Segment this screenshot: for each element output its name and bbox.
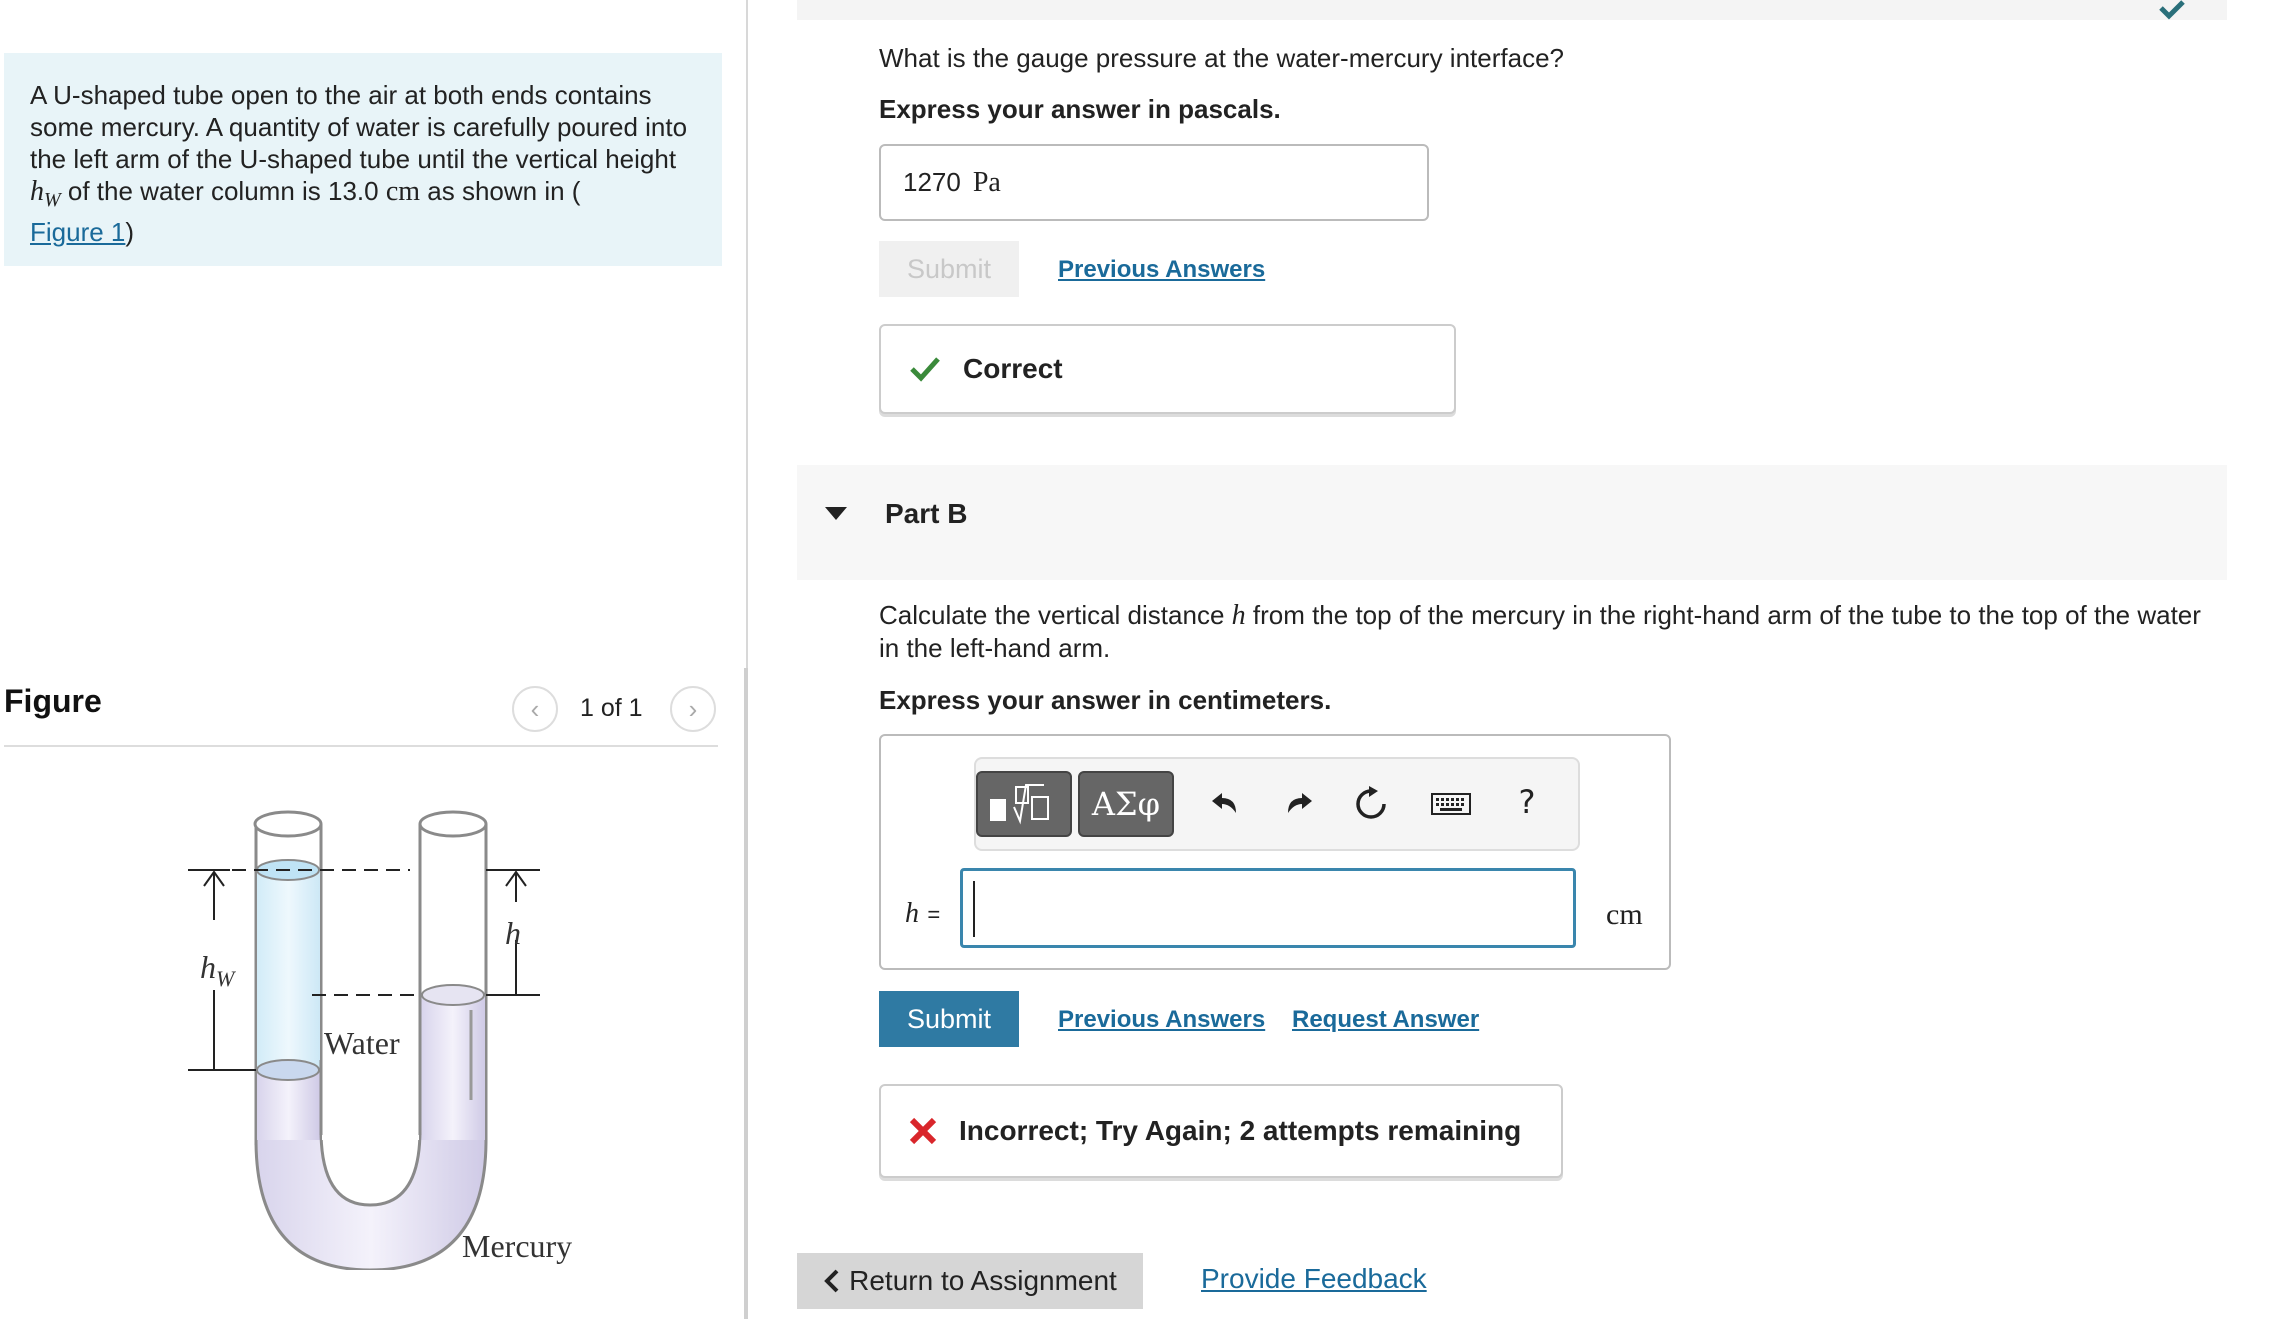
- problem-text-4: ): [125, 217, 135, 248]
- request-answer-link[interactable]: Request Answer: [1292, 1006, 1480, 1033]
- part-b-input-equals: =: [927, 902, 941, 927]
- next-figure-button[interactable]: [670, 686, 716, 732]
- u-tube-figure: [180, 800, 620, 1270]
- templates-button[interactable]: [976, 771, 1072, 837]
- fraction-root-icon: [984, 781, 1064, 827]
- part-a-correct-feedback: [879, 324, 1456, 414]
- part-a-answer-unit: Pa: [972, 166, 1001, 198]
- part-b-question-1: Calculate the vertical distance: [879, 600, 1232, 630]
- return-label: Return to Assignment: [849, 1265, 1117, 1296]
- hw-symbol: h: [30, 176, 44, 207]
- part-b-incorrect-text: Incorrect; Try Again; 2 attempts remaining: [959, 1115, 1522, 1146]
- mercury-label: Mercury: [462, 1228, 573, 1264]
- undo-icon[interactable]: [1202, 781, 1248, 827]
- problem-text-2: of the water column is 13.0: [60, 176, 386, 206]
- h-label: h: [505, 915, 521, 951]
- greek-symbols-button[interactable]: ΑΣφ: [1078, 771, 1174, 837]
- part-b-incorrect-feedback: [879, 1084, 1563, 1178]
- return-to-assignment-button[interactable]: [797, 1253, 1143, 1309]
- hw-label: $h_W$: [200, 949, 235, 991]
- problem-text-1: A U-shaped tube open to the air at both ends contains some mercury. A quantity of water is carefully poured into the left arm of the U-shaped tube until the vertical height: [30, 80, 688, 174]
- figure-title: Figure: [4, 683, 102, 719]
- problem-unit: cm: [385, 176, 421, 207]
- provide-feedback-link[interactable]: Provide Feedback: [1201, 1263, 1427, 1294]
- part-a-correct-text: Correct: [963, 353, 1063, 384]
- problem-statement: [4, 53, 722, 266]
- part-b-question: [879, 599, 2219, 664]
- part-b-answer-input[interactable]: [960, 868, 1576, 948]
- math-toolbar: [974, 757, 1580, 851]
- keyboard-icon[interactable]: [1428, 781, 1474, 827]
- part-b-h-symbol: h: [1231, 600, 1246, 631]
- check-icon: [2158, 0, 2186, 22]
- part-b-input-symbol: h: [905, 898, 919, 929]
- hw-subscript: W: [44, 189, 61, 212]
- figure-divider: [4, 745, 718, 747]
- part-b-input-unit: cm: [1606, 898, 1643, 931]
- collapse-triangle-icon: [825, 507, 847, 520]
- part-a-header-strip: [797, 0, 2227, 20]
- part-b-title: Part B: [885, 498, 968, 529]
- part-b-submit-button[interactable]: Submit: [879, 991, 1019, 1047]
- part-b-question-2: from the top of the mercury in the right-hand arm of the tube to the top of the water in the left-hand arm.: [879, 600, 2201, 663]
- chevron-right-icon: ›: [688, 693, 698, 724]
- part-a-answer-field: [879, 144, 1429, 221]
- water-label: Water: [324, 1025, 400, 1061]
- redo-icon[interactable]: [1276, 781, 1322, 827]
- correct-check-icon: [909, 356, 941, 382]
- figure-pager-text: 1 of 1: [580, 694, 643, 722]
- incorrect-x-icon: [909, 1117, 937, 1145]
- part-b-input-label: [905, 896, 940, 930]
- figure-link[interactable]: Figure 1: [30, 217, 126, 248]
- part-a-answer-value: 1270: [903, 167, 961, 197]
- part-a-previous-answers-link[interactable]: Previous Answers: [1058, 256, 1266, 283]
- part-b-instruction: Express your answer in centimeters.: [879, 685, 1332, 715]
- part-a-submit-button[interactable]: Submit: [879, 241, 1019, 297]
- part-b-header[interactable]: [797, 465, 2227, 580]
- part-a-instruction: Express your answer in pascals.: [879, 94, 1281, 124]
- prev-figure-button[interactable]: [512, 686, 558, 732]
- problem-text-3: as shown in (: [420, 176, 581, 206]
- text-caret: [973, 881, 975, 937]
- reset-icon[interactable]: [1348, 781, 1394, 827]
- pane-resize-handle[interactable]: [744, 668, 748, 1319]
- chevron-left-icon: ‹: [530, 693, 540, 724]
- part-b-previous-answers-link[interactable]: Previous Answers: [1058, 1006, 1266, 1033]
- chevron-left-icon: [823, 1268, 841, 1294]
- part-a-question: What is the gauge pressure at the water-mercury interface?: [879, 43, 1564, 73]
- help-button[interactable]: ?: [1518, 783, 1536, 821]
